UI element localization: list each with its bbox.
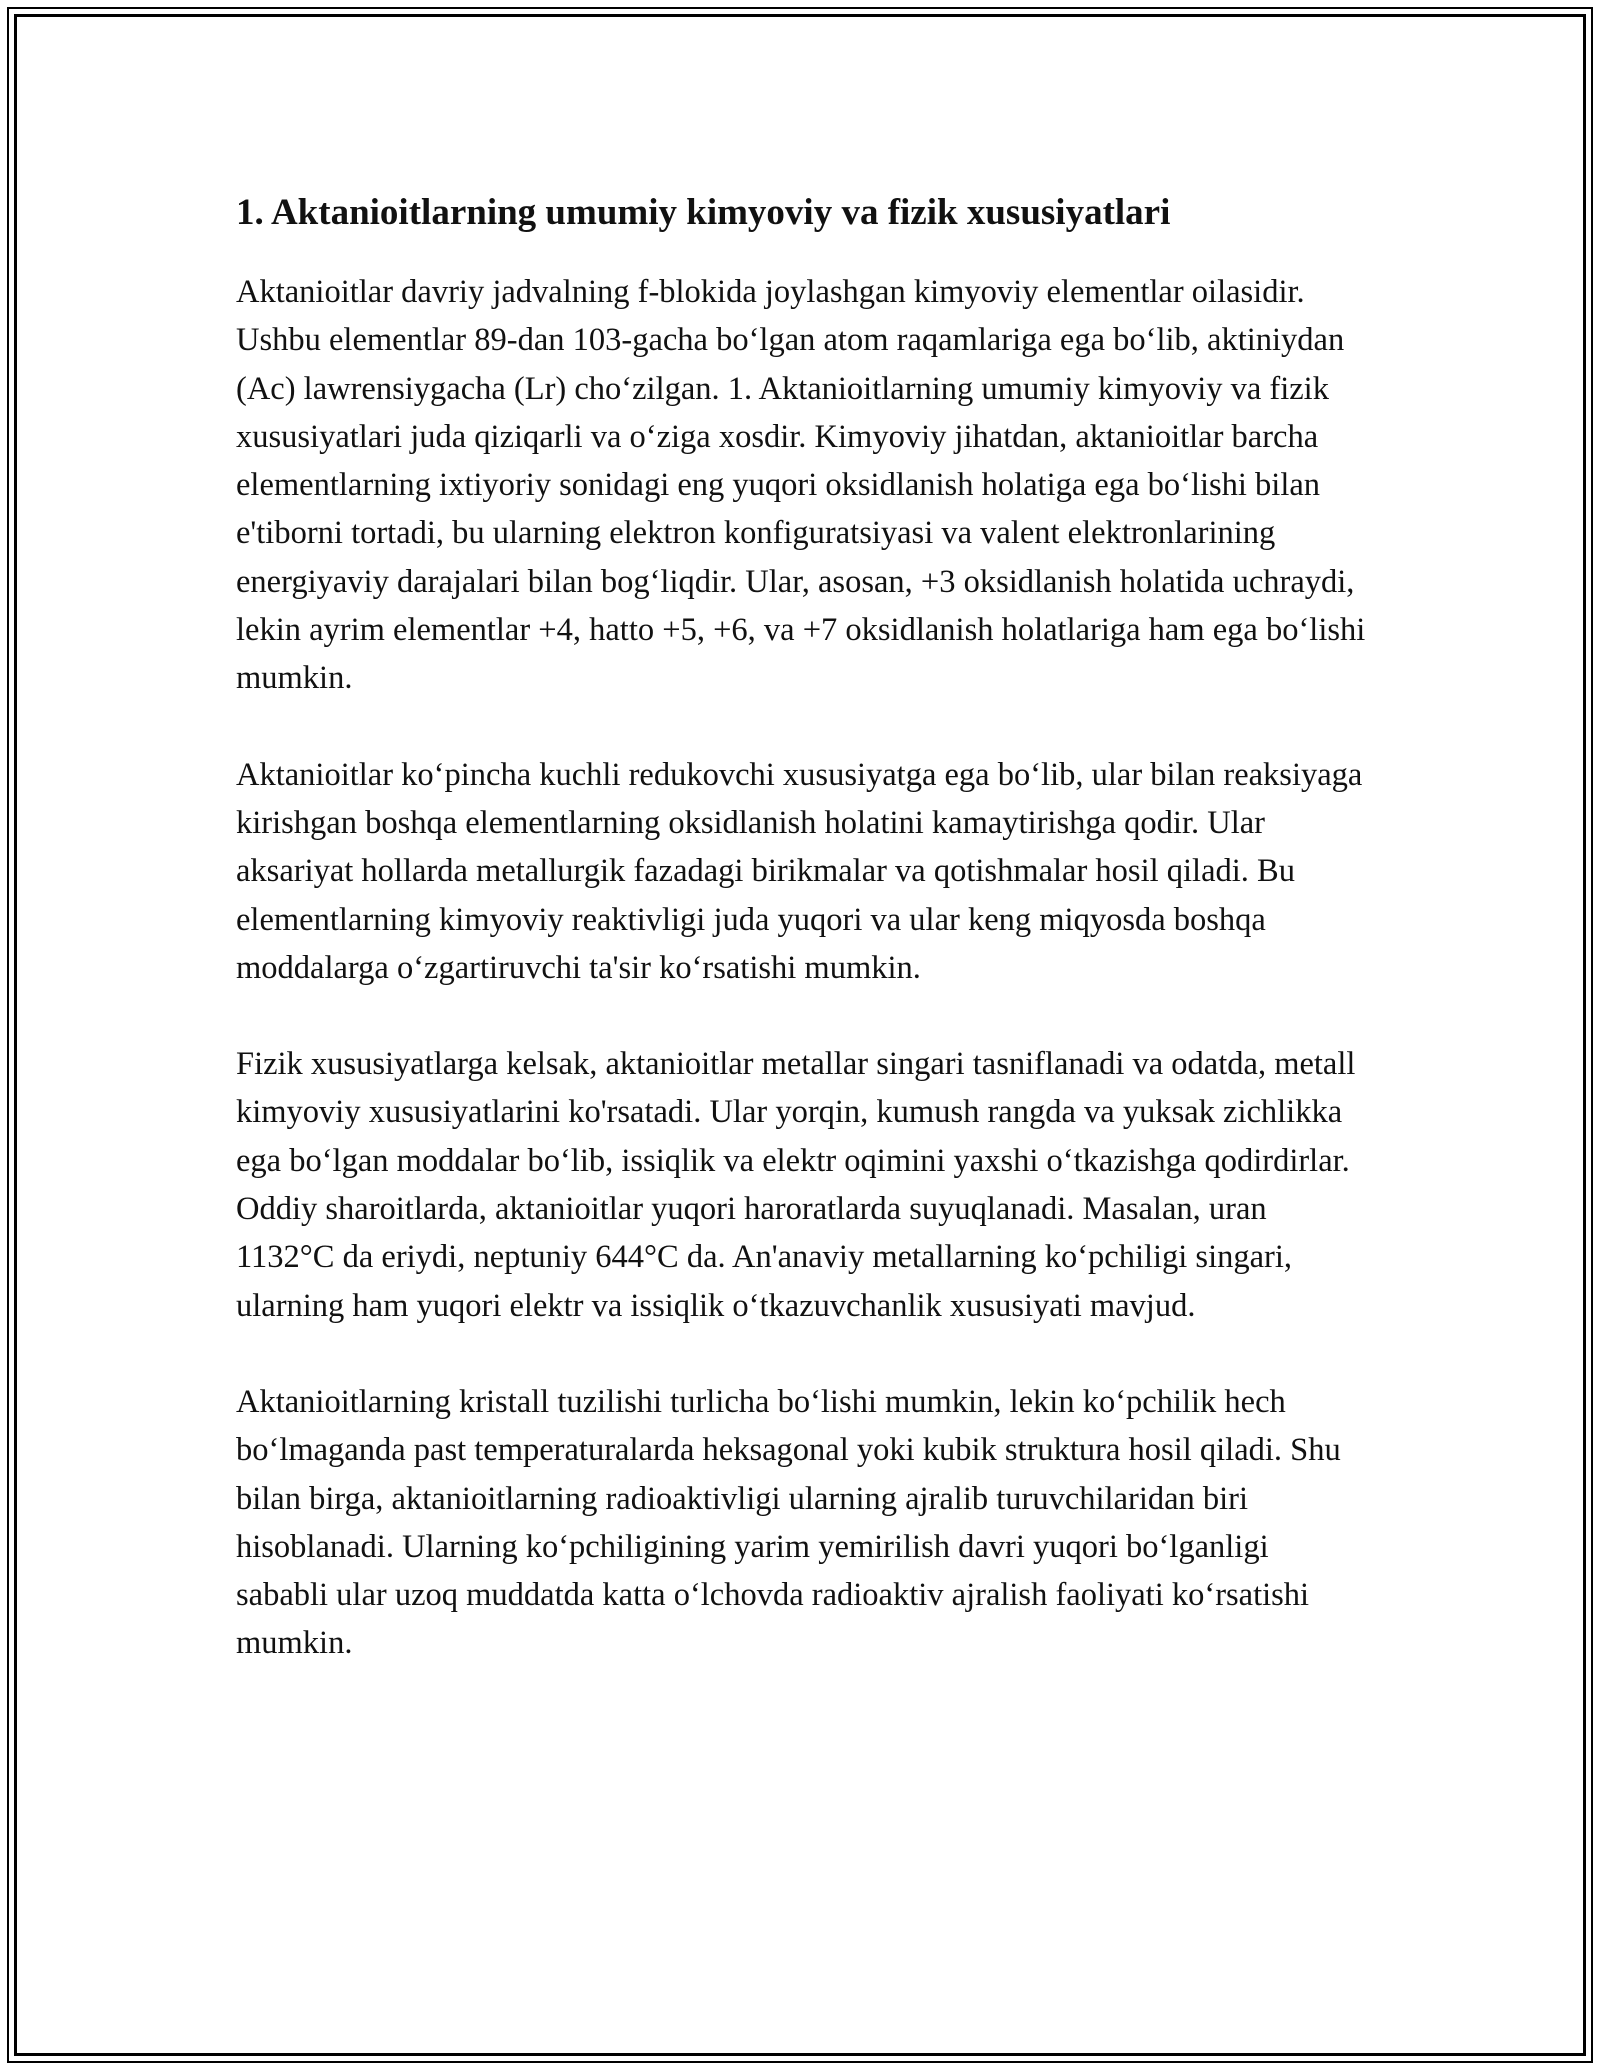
paragraph-1: Aktanioitlar davriy jadvalning f-blokida joylashgan kimyoviy elementlar oilasidir. Ushbu elementlar 89-dan 103-gacha bo‘lgan atom raqamlariga ega bo‘lib, aktiniydan (Ac) lawrensiygacha (Lr) cho‘zilgan. 1. Aktanioitlarning umumiy kimyoviy va fizik xususiyatlari juda qiziqarli va o‘ziga xosdir. Kimyoviy jihatdan, aktanioitlar barcha elementlarning ixtiyoriy sonidagi eng yuqori oksidlanish holatiga ega bo‘lishi bilan e'tiborni tortadi, bu ularning elektron konfiguratsiyasi va valent elektronlarining energiyaviy darajalari bilan bog‘liqdir. Ular, asosan, +3 oksidlanish holatida uchraydi, lekin ayrim elementlar +4, hatto +5, +6, va +7 oksidlanish holatlariga ham ega bo‘lishi mumkin.	[236, 274, 1366, 697]
paragraph-4: Aktanioitlarning kristall tuzilishi turlicha bo‘lishi mumkin, lekin ko‘pchilik hech bo‘lmaganda past temperaturalarda heksagonal yoki kubik struktura hosil qiladi. Shu bilan birga, aktanioitlarning radioaktivligi ularning ajralib turuvchilaridan biri hisoblanadi. Ularning ko‘pchiligining yarim yemirilish davri yuqori bo‘lganligi sababli ular uzoq muddatda katta o‘lchovda radioaktiv ajralish faoliyati ko‘rsatishi mumkin.	[236, 1383, 1341, 1662]
paragraph-3: Fizik xususiyatlarga kelsak, aktanioitlar metallar singari tasniflanadi va odatda, metall kimyoviy xususiyatlarini ko'rsatadi. Ular yorqin, kumush rangda va yuksak zichlikka ega bo‘lgan moddalar bo‘lib, issiqlik va elektr oqimini yaxshi o‘tkazishga qodirdirlar. Oddiy sharoitlarda, aktanioitlar yuqori haroratlarda suyuqlanadi. Masalan, uran 1132°C da eriydi, neptuniy 644°C da. An'anaviy metallarning ko‘pchiligi singari, ularning ham yuqori elektr va issiqlik o‘tkazuvchanlik xususiyati mavjud.	[236, 1046, 1356, 1324]
document-body	[236, 186, 1366, 1716]
paragraph-2: Aktanioitlar ko‘pincha kuchli redukovchi xususiyatga ega bo‘lib, ular bilan reaksiyaga kirishgan boshqa elementlarning oksidlanish holatini kamaytirishga qodir. Ular aksariyat hollarda metallurgik fazadagi birikmalar va qotishmalar hosil qiladi. Bu elementlarning kimyoviy reaktivligi juda yuqori va ular keng miqyosda boshqa moddalarga o‘zgartiruvchi ta'sir ko‘rsatishi mumkin.	[236, 756, 1363, 986]
page-title: 1. Aktanioitlarning umumiy kimyoviy va fizik xususiyatlari	[236, 192, 1171, 233]
